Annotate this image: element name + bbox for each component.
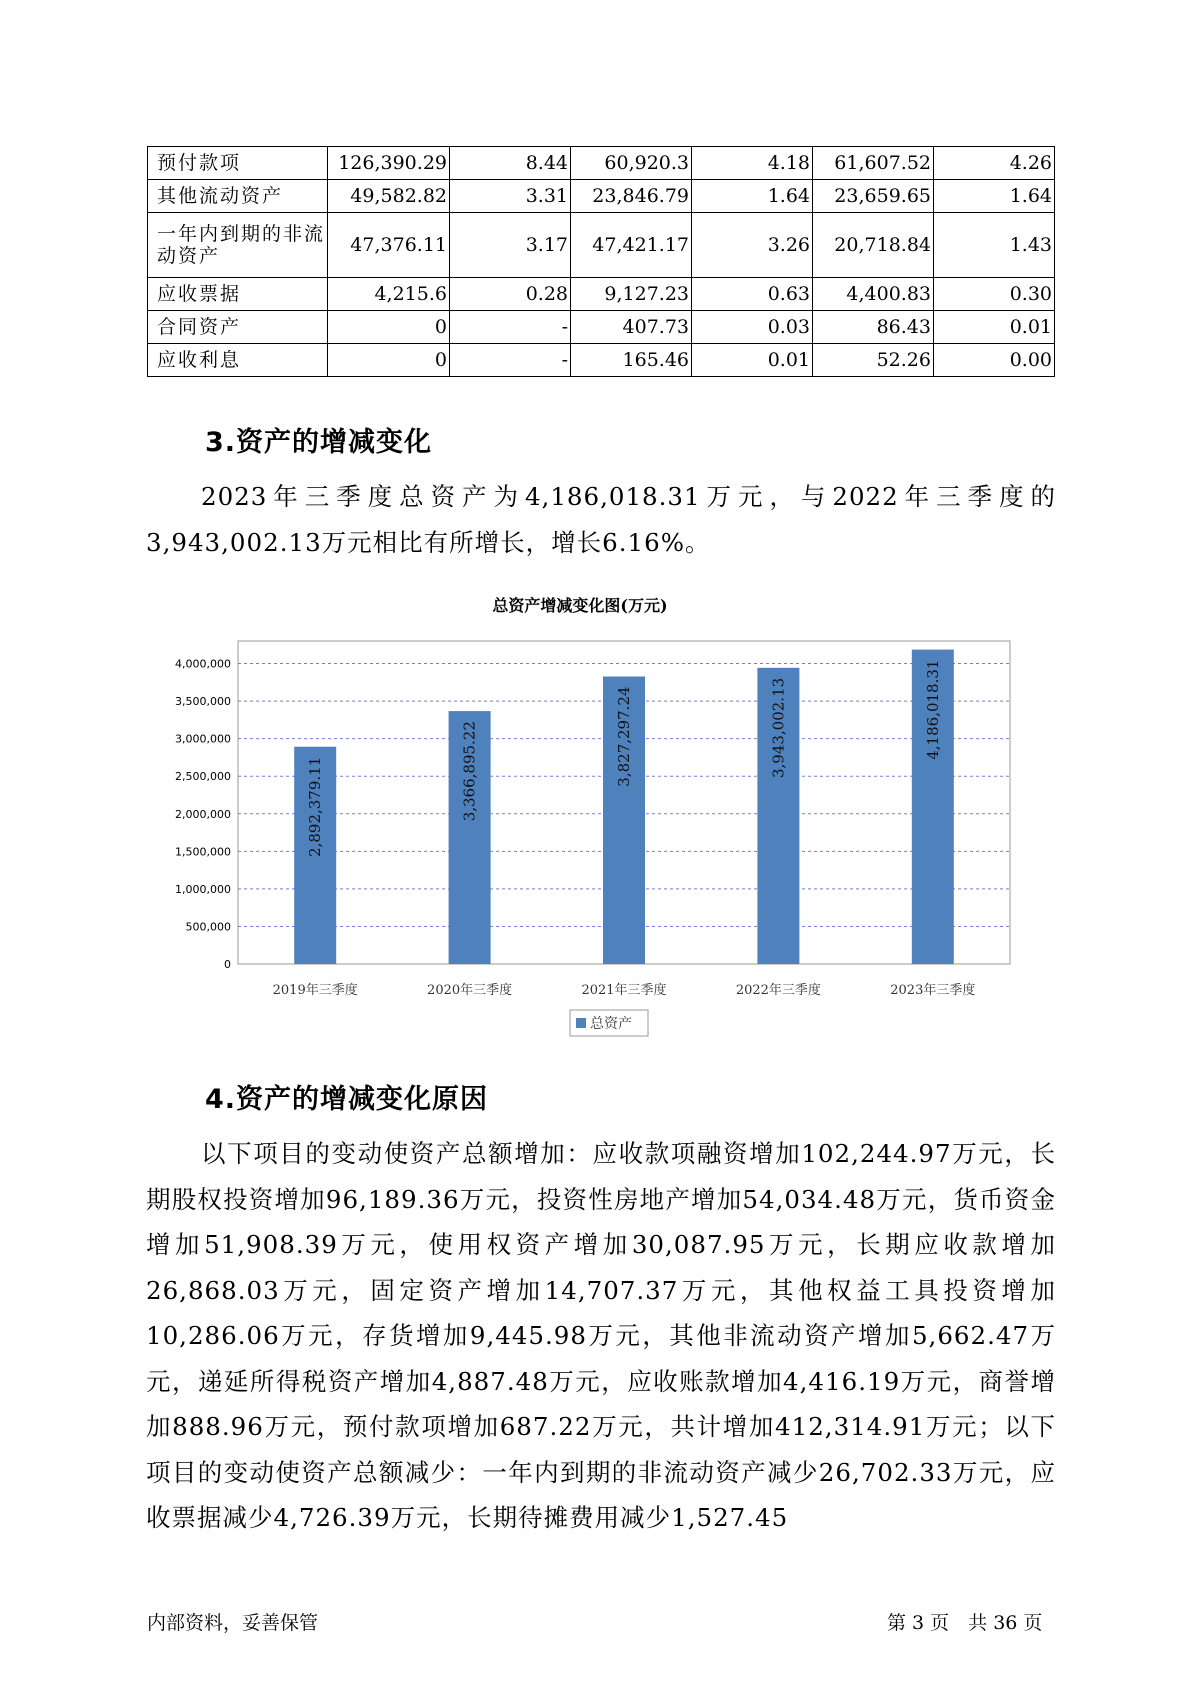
y-tick-label: 1,000,000 [175,882,231,896]
x-category-label: 2022年三季度 [735,983,821,998]
table-cell: 0.01 [692,344,813,377]
table-cell: 47,376.11 [328,213,450,278]
y-tick-label: 0 [224,958,231,971]
table-cell: 0.63 [692,278,813,311]
data-label: 4,186,018.31 [923,659,942,760]
row-name: 预付款项 [148,147,328,180]
table-cell: 4,400.83 [813,278,934,311]
legend-label: 总资产 [590,1016,632,1032]
table-cell: 1.64 [692,180,813,213]
table-row [148,344,1055,377]
table-cell: 9,127.23 [571,278,692,311]
table-cell: 4.26 [934,147,1055,180]
asset-structure-table [147,146,1055,377]
data-label: 2,892,379.11 [306,756,325,857]
table-cell: 23,846.79 [571,180,692,213]
x-category-label: 2020年三季度 [427,983,513,998]
y-tick-label: 4,000,000 [175,657,231,671]
table-cell: 1.64 [934,180,1055,213]
section-heading-asset-change: 3.资产的增减变化 [205,427,433,458]
table-cell: 47,421.17 [571,213,692,278]
row-name: 应收利息 [148,344,328,377]
table-cell: 61,607.52 [813,147,934,180]
x-category-label: 2023年三季度 [890,983,976,998]
table-cell: 4.18 [692,147,813,180]
data-label: 3,827,297.24 [615,686,633,787]
legend-swatch [576,1018,586,1028]
y-tick-label: 2,000,000 [175,807,231,821]
table-cell: 49,582.82 [328,180,450,213]
total-assets-bar-chart [140,585,1020,1045]
table-cell: 0.03 [692,311,813,344]
y-tick-label: 500,000 [185,920,231,934]
table-cell: 0.28 [450,278,571,311]
table-cell: 0 [328,311,450,344]
table-row [148,213,1055,278]
section-heading-change-reasons: 4.资产的增减变化原因 [205,1084,489,1115]
table-cell: 52.26 [813,344,934,377]
y-tick-label: 3,000,000 [175,732,231,746]
table-cell: 0.30 [934,278,1055,311]
table-cell: 23,659.65 [813,180,934,213]
row-name: 应收票据 [148,278,328,311]
y-tick-label: 2,500,000 [175,770,231,784]
table-cell: 407.73 [571,311,692,344]
table-cell: - [450,344,571,377]
table-cell: 4,215.6 [328,278,450,311]
table-cell: 0.01 [934,311,1055,344]
table-cell: 0.00 [934,344,1055,377]
table-cell: 60,920.3 [571,147,692,180]
asset-change-paragraph: 2023年三季度总资产为4,186,018.31万元，与2022年三季度的3,943,002.13万元相比有所增长，增长6.16%。 [146,482,1056,557]
table-cell: 3.26 [692,213,813,278]
row-name: 其他流动资产 [148,180,328,213]
table-row [148,311,1055,344]
table-cell: 20,718.84 [813,213,934,278]
y-axis-ticks [175,658,231,971]
table-row [148,147,1055,180]
x-category-label: 2021年三季度 [581,983,667,998]
row-name: 一年内到期的非流动资产 [148,213,328,278]
table-cell: 86.43 [813,311,934,344]
table-cell: 8.44 [450,147,571,180]
change-reasons-paragraph: 以下项目的变动使资产总额增加：应收款项融资增加102,244.97万元，长期股权投资增加96,189.36万元，投资性房地产增加54,034.48万元，货币资金增加51,908.39万元，使用权资产增加30,087.95万元，长期应收款增加26,868.03万元，固定资产增加14,707.37万元，其他权益工具投资增加10,286.06万元，存货增加9,445.98万元，其他非流动资产增加5,662.47万元，递延所得税资产增加4,887.48万元，应收账款增加4,416.19万元，商誉增加888.96万元，预付款项增加687.22万元，共计增加412,314.91万元；以下项目的变动使资产总额减少：一年内到期的非流动资产减少26,702.33万元，应收票据减少4,726.39万元，长期待摊费用减少1,527.45 [146,1139,1056,1532]
table-cell: 3.31 [450,180,571,213]
table-row [148,278,1055,311]
table-cell: - [450,311,571,344]
x-axis-categories [273,982,976,998]
table-row [148,180,1055,213]
y-tick-label: 3,500,000 [175,695,231,709]
table-cell: 3.17 [450,213,571,278]
x-category-label: 2019年三季度 [272,983,358,998]
legend [570,1010,648,1036]
data-label: 3,943,002.13 [769,677,788,779]
footer-page-number: 第 3 页 共 36 页 [887,1612,1043,1634]
row-name: 合同资产 [148,311,328,344]
table-cell: 0 [328,344,450,377]
y-tick-label: 1,500,000 [175,845,231,859]
table-cell: 165.46 [571,344,692,377]
chart-title: 总资产增减变化图(万元) [492,596,668,615]
data-label: 3,366,895.22 [460,721,479,822]
table-cell: 1.43 [934,213,1055,278]
footer-confidential-note: 内部资料，妥善保管 [147,1612,319,1634]
table-cell: 126,390.29 [328,147,450,180]
